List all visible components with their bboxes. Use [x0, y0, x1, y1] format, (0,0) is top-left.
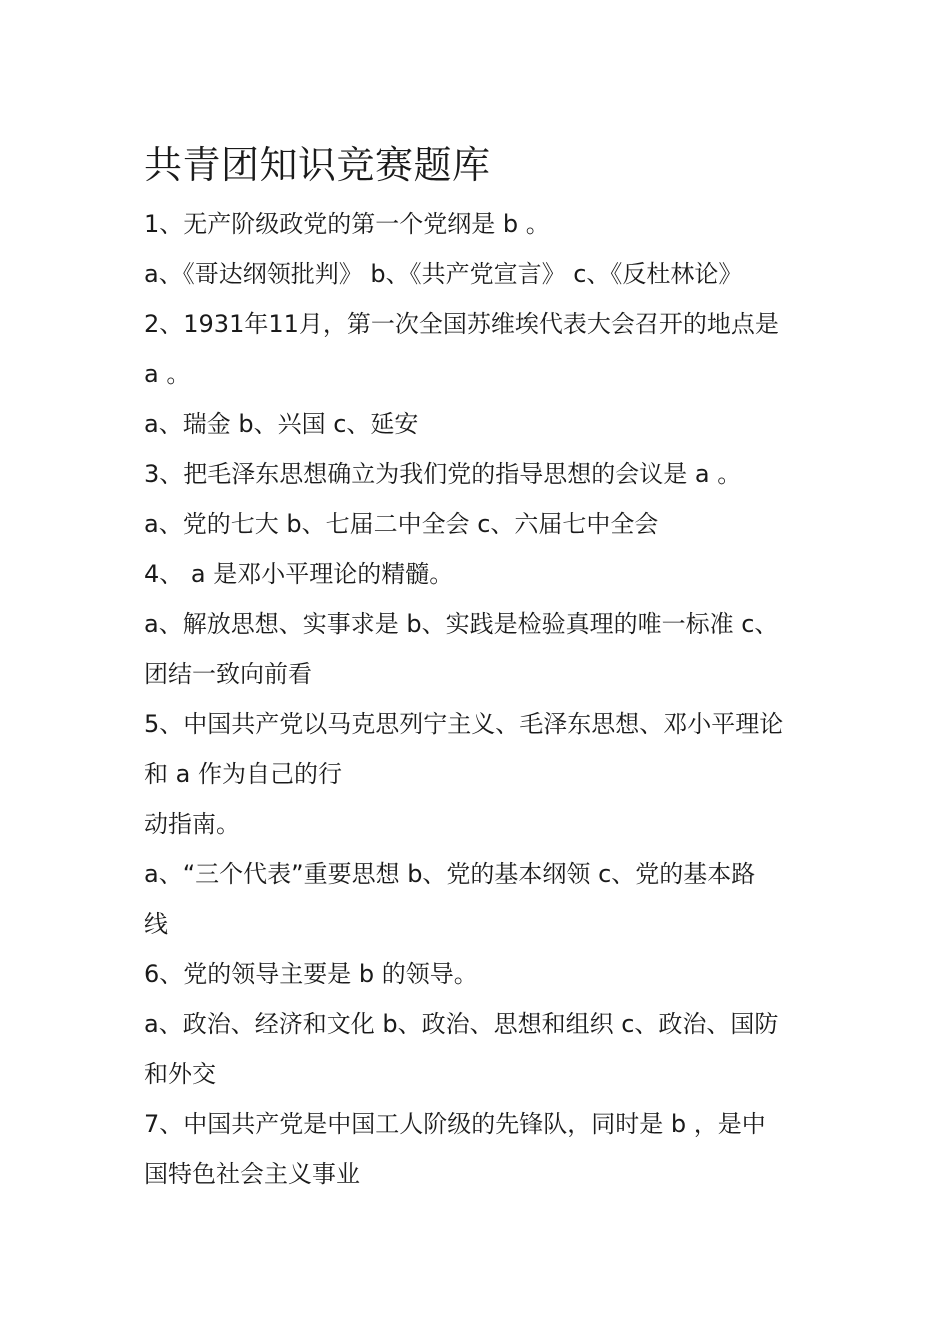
- question-6-options-continued: 和外交: [144, 1060, 216, 1088]
- question-5-continued-2: 动指南。: [144, 810, 240, 838]
- question-1-options: a、《哥达纲领批判》 b、《共产党宣言》 c、《反杜林论》: [144, 260, 743, 288]
- question-5: 5、中国共产党以马克思列宁主义、毛泽东思想、邓小平理论: [144, 710, 784, 738]
- question-7-continued: 国特色社会主义事业: [144, 1160, 360, 1188]
- question-5-options: a、“三个代表”重要思想 b、党的基本纲领 c、党的基本路: [144, 860, 756, 888]
- question-5-continued: 和 a 作为自己的行: [144, 760, 342, 788]
- question-5-options-continued: 线: [144, 910, 168, 938]
- question-6: 6、党的领导主要是 b 的领导。: [144, 960, 478, 988]
- question-4: 4、 a 是邓小平理论的精髓。: [144, 560, 454, 588]
- question-7: 7、中国共产党是中国工人阶级的先锋队，同时是 b ，是中: [144, 1110, 766, 1138]
- question-3: 3、把毛泽东思想确立为我们党的指导思想的会议是 a 。: [144, 460, 742, 488]
- question-1: 1、无产阶级政党的第一个党纲是 b 。: [144, 210, 550, 238]
- question-3-options: a、党的七大 b、七届二中全会 c、六届七中全会: [144, 510, 659, 538]
- question-6-options: a、政治、经济和文化 b、政治、思想和组织 c、政治、国防: [144, 1010, 779, 1038]
- question-4-options: a、解放思想、实事求是 b、实践是检验真理的唯一标准 c、: [144, 610, 779, 638]
- document-title: 共青团知识竞赛题库: [144, 143, 491, 187]
- question-2-continued: a 。: [144, 360, 191, 388]
- question-2-options: a、瑞金 b、兴国 c、延安: [144, 410, 419, 438]
- question-2: 2、1931年11月，第一次全国苏维埃代表大会召开的地点是: [144, 310, 779, 338]
- question-4-options-continued: 团结一致向前看: [144, 660, 312, 688]
